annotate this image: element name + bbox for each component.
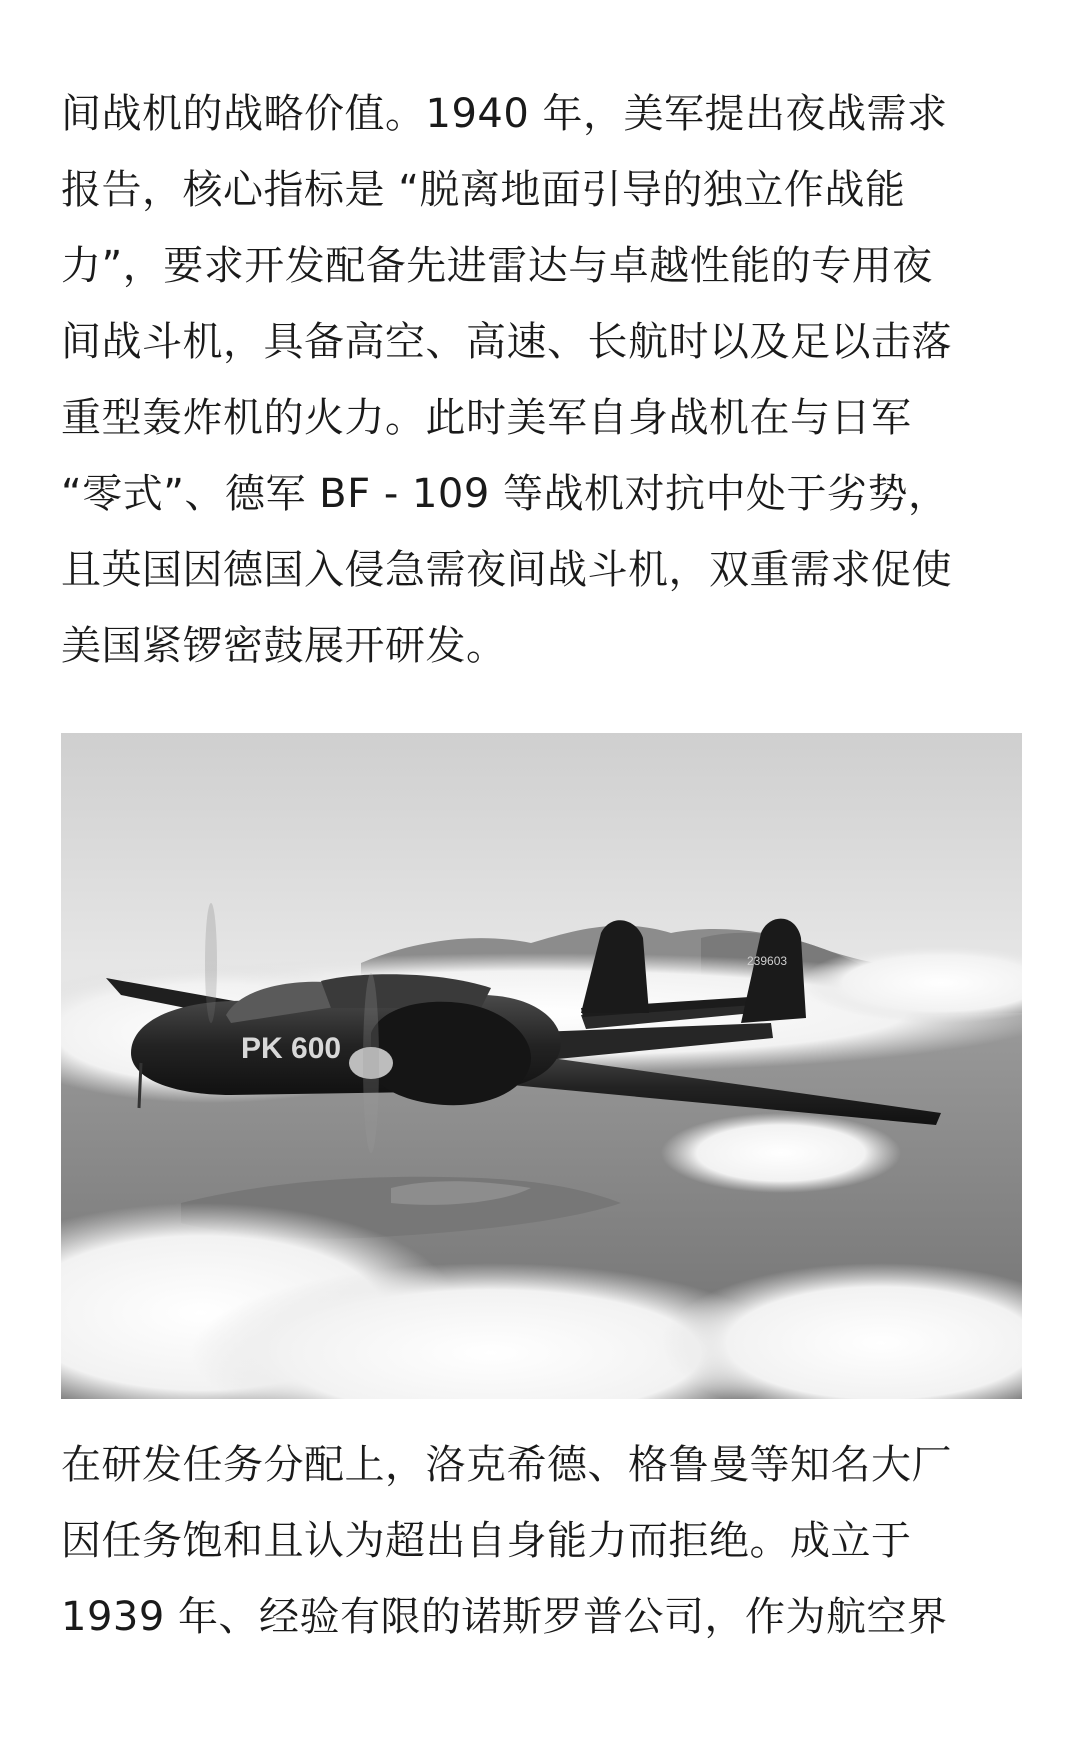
text-line: 美国紧锣密鼓展开研发。 xyxy=(61,623,507,669)
text-line: 报告，核心指标是 “脱离地面引导的独立作战能 xyxy=(61,167,906,213)
text-line: 且英国因德国入侵急需夜间战斗机，双重需求促使 xyxy=(61,547,952,593)
text-line: 因任务饱和且认为超出自身能力而拒绝。成立于 xyxy=(61,1518,912,1564)
nose-marking: PK 600 xyxy=(241,1032,342,1065)
text-line: 重型轰炸机的火力。此时美军自身战机在与日军 xyxy=(61,395,912,441)
text-line: 在研发任务分配上，洛克希德、格鲁曼等知名大厂 xyxy=(61,1442,952,1488)
aircraft-photo-illustration xyxy=(61,733,1022,1399)
text-line: “零式”、德军 BF - 109 等战机对抗中处于劣势， xyxy=(61,471,949,517)
paragraph-strategic-value xyxy=(61,76,1021,684)
text-line: 1939 年、经验有限的诺斯罗普公司，作为航空界 xyxy=(61,1594,948,1640)
text-line: 力”，要求开发配备先进雷达与卓越性能的专用夜 xyxy=(61,243,933,289)
propeller-blur xyxy=(363,973,379,1153)
text-line: 间战斗机，具备高空、高速、长航时以及足以击落 xyxy=(61,319,952,365)
article-photo-p61-night-fighter[interactable] xyxy=(61,733,1022,1399)
cloud-puff xyxy=(661,1113,901,1193)
text-line: 间战机的战略价值。1940 年，美军提出夜战需求 xyxy=(61,91,948,137)
paragraph-development-assignment xyxy=(61,1427,1021,1655)
propeller-blur xyxy=(205,903,217,1023)
tail-serial-marking: 239603 xyxy=(747,954,788,968)
radar-antenna xyxy=(139,1063,141,1108)
